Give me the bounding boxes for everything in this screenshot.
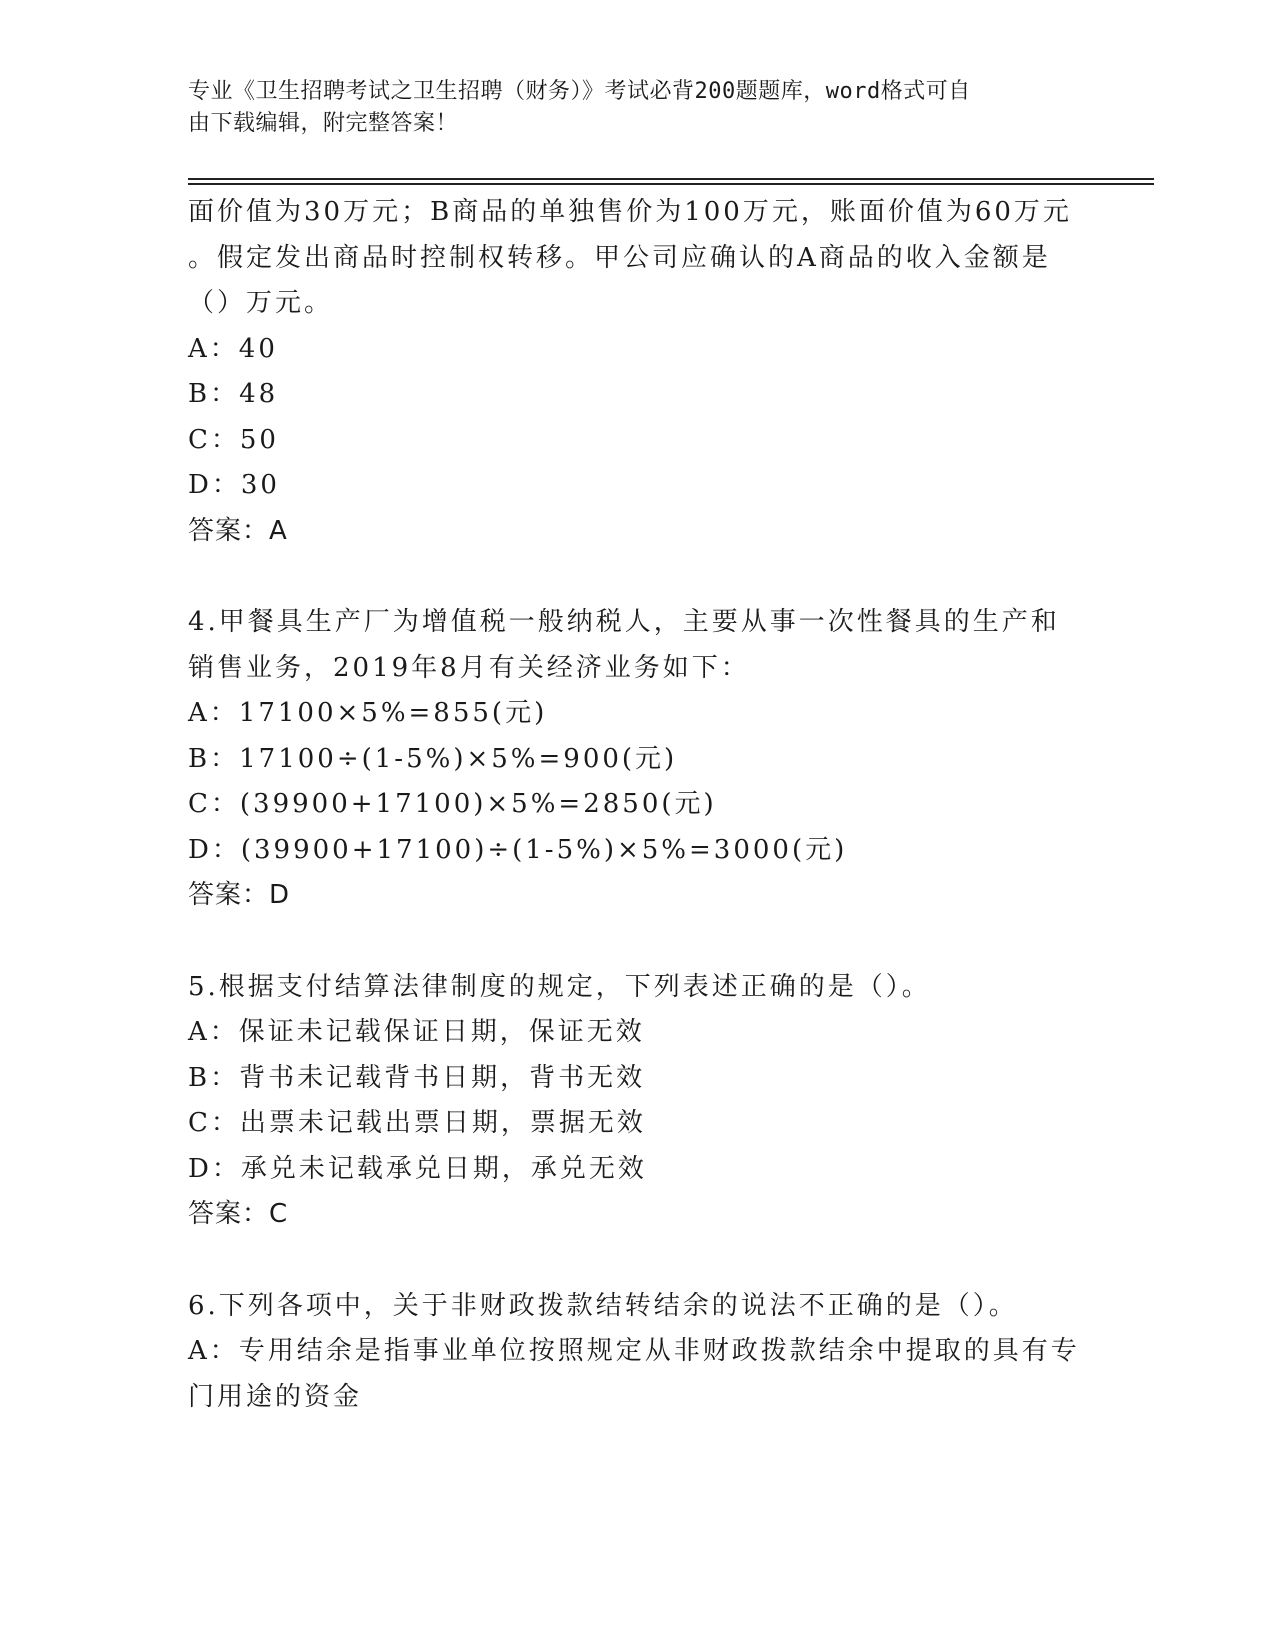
document-header [188,76,1068,140]
question-text: 。假定发出商品时控制权转移。甲公司应确认的A商品的收入金额是 [188,242,1051,273]
answer-line: 答案：D [188,880,291,910]
question-text: 面价值为30万元；B商品的单独售价为100万元，账面价值为60万元 [188,197,1072,227]
question-text: 6.下列各项中，关于非财政拨款结转结余的说法不正确的是（）。 [188,1290,1018,1321]
question-spacer [188,919,1088,965]
question-text: 4.甲餐具生产厂为增值税一般纳税人，主要从事一次性餐具的生产和 [188,607,1060,637]
question-spacer [188,554,1088,600]
option-d: D：(39900+17100)÷(1-5%)×5%=3000(元) [188,834,848,865]
question-5 [188,965,1088,1238]
question-6 [188,1284,1088,1421]
option-b: B：17100÷(1-5%)×5%=900(元) [188,743,678,774]
option-a: A：保证未记载保证日期，保证无效 [188,1017,645,1047]
option-a-continued: 门用途的资金 [188,1381,363,1412]
question-4 [188,600,1088,919]
option-a: A：40 [188,333,278,364]
question-text: 销售业务，2019年8月有关经济业务如下： [188,652,750,683]
question-text: 5.根据支付结算法律制度的规定，下列表述正确的是（）。 [188,971,931,1002]
option-a: A：17100×5%=855(元) [188,698,548,728]
question-3 [188,190,1088,554]
header-line: 由下载编辑，附完整答案！ [188,111,459,136]
question-text: （）万元。 [188,288,334,318]
header-divider [188,178,1154,180]
option-d: D：承兑未记载承兑日期，承兑无效 [188,1153,647,1184]
question-list [188,190,1088,1420]
option-c: C：(39900+17100)×5%=2850(元) [188,789,717,819]
option-b: B：背书未记载背书日期，背书无效 [188,1062,646,1093]
option-b: B：48 [188,379,279,409]
answer-line: 答案：C [188,1199,289,1229]
header-line: 专业《卫生招聘考试之卫生招聘（财务）》考试必背200题题库，word格式可自 [188,79,971,104]
answer-line: 答案：A [188,515,288,546]
question-spacer [188,1238,1088,1284]
option-a: A：专用结余是指事业单位按照规定从非财政拨款结余中提取的具有专 [188,1336,1080,1366]
option-d: D：30 [188,470,280,500]
option-c: C：50 [188,424,279,455]
option-c: C：出票未记载出票日期，票据无效 [188,1108,646,1138]
header-divider [188,183,1154,185]
